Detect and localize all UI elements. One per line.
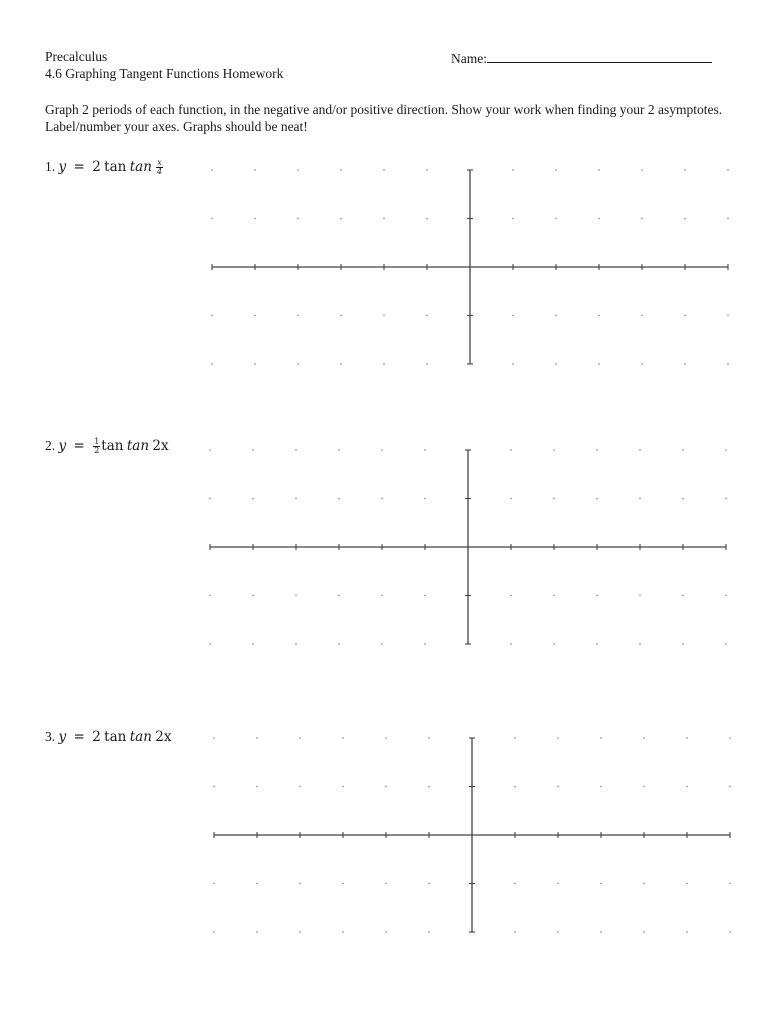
graph-grid-3[interactable]	[202, 728, 742, 948]
grid-dot	[428, 931, 430, 933]
grid-dot	[641, 218, 643, 220]
grid-dot	[555, 218, 557, 220]
grid-dot	[254, 363, 256, 365]
grid-dot	[686, 883, 688, 885]
equation-function: tan	[104, 159, 127, 175]
grid-dot	[639, 643, 641, 645]
grid-dot	[254, 315, 256, 317]
problem-2-label	[45, 438, 169, 455]
grid-dot	[381, 498, 383, 500]
grid-dot	[555, 363, 557, 365]
grid-dot	[340, 315, 342, 317]
equation-coefficient: 2	[92, 159, 101, 175]
grid-dot	[383, 315, 385, 317]
fraction-denominator: 2	[94, 446, 100, 456]
instructions: Graph 2 periods of each function, in the negative and/or positive direction. Show your work when finding your 2 asymptotes. Label/number your axes. Graphs should be neat!	[45, 102, 723, 134]
grid-dot	[727, 169, 729, 171]
problem-1-label	[45, 159, 164, 176]
grid-dot	[596, 595, 598, 597]
grid-dot	[684, 315, 686, 317]
grid-dot	[729, 883, 731, 885]
grid-dot	[299, 737, 301, 739]
equation-y: y	[58, 729, 67, 745]
grid-dot	[295, 498, 297, 500]
grid-dot	[686, 786, 688, 788]
grid-dot	[211, 363, 213, 365]
grid-dot	[682, 449, 684, 451]
grid-dot	[424, 498, 426, 500]
grid-dot	[426, 315, 428, 317]
grid-dot	[598, 315, 600, 317]
equation-equals: =	[73, 159, 85, 175]
grid-dot	[641, 363, 643, 365]
grid-dot	[256, 786, 258, 788]
grid-dot	[510, 498, 512, 500]
equation-function-italic: tan	[129, 729, 152, 745]
grid-dot	[385, 931, 387, 933]
grid-dot	[643, 883, 645, 885]
fraction-numerator: x	[157, 158, 162, 168]
grid-dot	[600, 786, 602, 788]
grid-dot	[600, 931, 602, 933]
grid-dot	[684, 218, 686, 220]
grid-dot	[639, 449, 641, 451]
grid-dot	[297, 218, 299, 220]
grid-dot	[256, 737, 258, 739]
equation-argument: 2x	[155, 729, 172, 745]
grid-dot	[211, 169, 213, 171]
grid-dot	[729, 737, 731, 739]
grid-dot	[383, 363, 385, 365]
grid-dot	[725, 449, 727, 451]
grid-dot	[209, 498, 211, 500]
grid-dot	[682, 498, 684, 500]
equation-coefficient: 2	[92, 729, 101, 745]
grid-dot	[725, 643, 727, 645]
grid-dot	[211, 218, 213, 220]
grid-dot	[383, 169, 385, 171]
grid-dot	[600, 883, 602, 885]
assignment-title: 4.6 Graphing Tangent Functions Homework	[45, 66, 284, 81]
grid-dot	[424, 595, 426, 597]
grid-dot	[428, 883, 430, 885]
equation-equals: =	[73, 729, 85, 745]
grid-dot	[727, 363, 729, 365]
problem-number: 3.	[45, 729, 56, 744]
grid-dot	[338, 595, 340, 597]
grid-dot	[512, 315, 514, 317]
grid-dot	[729, 931, 731, 933]
grid-dot	[254, 218, 256, 220]
grid-dot	[555, 169, 557, 171]
grid-dot	[254, 169, 256, 171]
equation-function-italic: tan	[129, 159, 152, 175]
grid-dot	[295, 643, 297, 645]
grid-dot	[209, 643, 211, 645]
grid-dot	[643, 786, 645, 788]
grid-dot	[555, 315, 557, 317]
grid-dot	[553, 498, 555, 500]
grid-dot	[727, 218, 729, 220]
name-field[interactable]	[451, 49, 712, 67]
grid-dot	[596, 643, 598, 645]
grid-dot	[553, 595, 555, 597]
graph-grid-2[interactable]	[198, 440, 738, 660]
grid-dot	[725, 498, 727, 500]
grid-dot	[514, 786, 516, 788]
grid-dot	[686, 737, 688, 739]
grid-dot	[639, 595, 641, 597]
grid-dot	[510, 595, 512, 597]
grid-dot	[598, 169, 600, 171]
grid-dot	[686, 931, 688, 933]
grid-dot	[682, 643, 684, 645]
grid-dot	[381, 643, 383, 645]
grid-dot	[510, 643, 512, 645]
grid-dot	[684, 169, 686, 171]
grid-dot	[213, 931, 215, 933]
grid-dot	[299, 786, 301, 788]
grid-dot	[426, 363, 428, 365]
grid-dot	[299, 931, 301, 933]
grid-dot	[297, 363, 299, 365]
name-blank-line[interactable]	[487, 49, 712, 63]
grid-dot	[213, 737, 215, 739]
grid-dot	[385, 883, 387, 885]
grid-dot	[295, 595, 297, 597]
grid-dot	[338, 643, 340, 645]
course-name: Precalculus	[45, 49, 108, 64]
fraction-numerator: 1	[94, 437, 100, 447]
grid-dot	[213, 883, 215, 885]
grid-dot	[385, 737, 387, 739]
grid-dot	[299, 883, 301, 885]
grid-dot	[514, 737, 516, 739]
grid-dot	[727, 315, 729, 317]
fraction-denominator: 4	[156, 167, 163, 177]
grid-dot	[639, 498, 641, 500]
grid-dot	[297, 315, 299, 317]
grid-dot	[557, 883, 559, 885]
grid-dot	[729, 786, 731, 788]
grid-dot	[598, 218, 600, 220]
grid-dot	[424, 449, 426, 451]
grid-dot	[557, 786, 559, 788]
grid-dot	[297, 169, 299, 171]
problem-3-label	[45, 729, 171, 745]
grid-dot	[295, 449, 297, 451]
equation-function: tan	[104, 729, 127, 745]
grid-dot	[512, 169, 514, 171]
grid-dot	[252, 449, 254, 451]
grid-dot	[424, 643, 426, 645]
grid-dot	[340, 363, 342, 365]
grid-dot	[557, 737, 559, 739]
grid-dot	[684, 363, 686, 365]
grid-dot	[725, 595, 727, 597]
grid-dot	[510, 449, 512, 451]
grid-dot	[553, 643, 555, 645]
problem-number: 1.	[45, 159, 56, 174]
grid-dot	[643, 737, 645, 739]
grid-dot	[209, 595, 211, 597]
problem-number: 2.	[45, 438, 56, 453]
grid-dot	[600, 737, 602, 739]
grid-dot	[682, 595, 684, 597]
grid-dot	[598, 363, 600, 365]
grid-dot	[512, 218, 514, 220]
grid-dot	[252, 595, 254, 597]
graph-grid-1[interactable]	[200, 160, 740, 380]
grid-dot	[338, 498, 340, 500]
equation-function-italic: tan	[126, 438, 150, 454]
equation-y: y	[58, 159, 67, 175]
grid-dot	[383, 218, 385, 220]
grid-dot	[256, 931, 258, 933]
equation-fraction	[93, 438, 100, 455]
grid-dot	[340, 169, 342, 171]
grid-dot	[512, 363, 514, 365]
equation-function: tan	[101, 438, 124, 454]
grid-dot	[553, 449, 555, 451]
grid-dot	[596, 449, 598, 451]
grid-dot	[256, 883, 258, 885]
grid-dot	[514, 883, 516, 885]
grid-dot	[252, 498, 254, 500]
grid-dot	[342, 883, 344, 885]
grid-dot	[428, 786, 430, 788]
grid-dot	[213, 786, 215, 788]
grid-dot	[426, 218, 428, 220]
grid-dot	[596, 498, 598, 500]
equation-y: y	[58, 438, 67, 454]
grid-dot	[338, 449, 340, 451]
grid-dot	[381, 449, 383, 451]
grid-dot	[211, 315, 213, 317]
grid-dot	[209, 449, 211, 451]
grid-dot	[385, 786, 387, 788]
name-label: Name:	[451, 51, 487, 66]
grid-dot	[426, 169, 428, 171]
equation-fraction	[156, 159, 163, 176]
equation-argument: 2x	[152, 438, 169, 454]
grid-dot	[428, 737, 430, 739]
grid-dot	[342, 737, 344, 739]
grid-dot	[342, 931, 344, 933]
grid-dot	[342, 786, 344, 788]
grid-dot	[643, 931, 645, 933]
grid-dot	[381, 595, 383, 597]
grid-dot	[340, 218, 342, 220]
grid-dot	[641, 315, 643, 317]
grid-dot	[252, 643, 254, 645]
grid-dot	[641, 169, 643, 171]
grid-dot	[557, 931, 559, 933]
equation-equals: =	[73, 438, 85, 454]
grid-dot	[514, 931, 516, 933]
